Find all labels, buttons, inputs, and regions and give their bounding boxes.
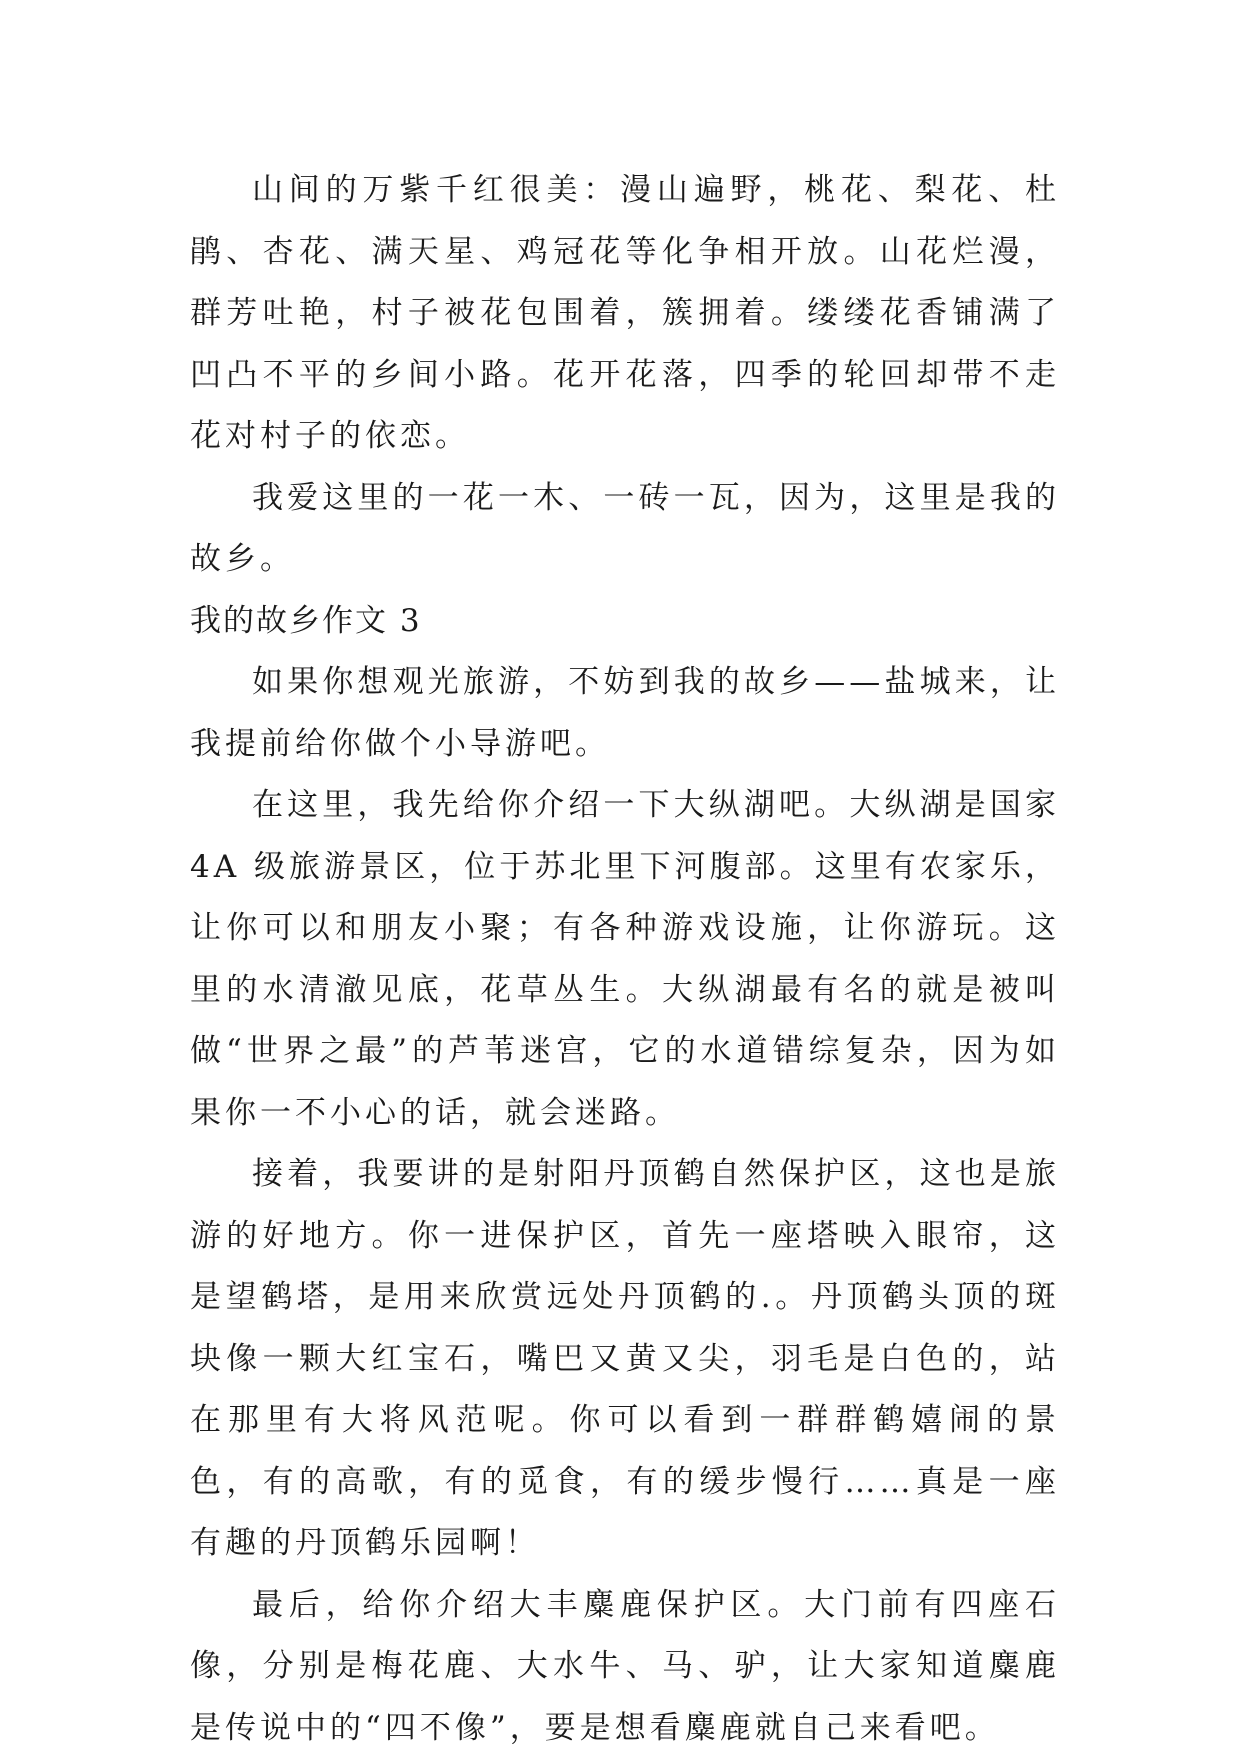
essay-heading: 我的故乡作文 3 xyxy=(190,591,1060,653)
paragraph-dazong-lake: 在这里，我先给你介绍一下大纵湖吧。大纵湖是国家 4A 级旅游景区，位于苏北里下河腹部。这里有农家乐，让你可以和朋友小聚；有各种游戏设施，让你游玩。这里的水清澈见底，花草丛生。大纵湖最有名的就是被叫做“世界之最”的芦苇迷宫，它的水道错综复杂，因为如果你一不小心的话，就会迷路。 xyxy=(190,775,1060,1144)
paragraph-intro-yancheng: 如果你想观光旅游，不妨到我的故乡——盐城来，让我提前给你做个小导游吧。 xyxy=(190,652,1060,775)
paragraph-mountain-flowers: 山间的万紫千红很美：漫山遍野，桃花、梨花、杜鹃、杏花、满天星、鸡冠花等化争相开放。山花烂漫，群芳吐艳，村子被花包围着，簇拥着。缕缕花香铺满了凹凸不平的乡间小路。花开花落，四季的轮回却带不走花对村子的依恋。 xyxy=(190,160,1060,468)
paragraph-elk-reserve: 最后，给你介绍大丰麋鹿保护区。大门前有四座石像，分别是梅花鹿、大水牛、马、驴，让大家知道麋鹿是传说中的“四不像”，要是想看麋鹿就自己来看吧。 xyxy=(190,1575,1060,1759)
document-body xyxy=(190,160,1060,1759)
paragraph-crane-reserve: 接着，我要讲的是射阳丹顶鹤自然保护区，这也是旅游的好地方。你一进保护区，首先一座塔映入眼帘，这是望鹤塔，是用来欣赏远处丹顶鹤的.。丹顶鹤头顶的斑块像一颗大红宝石，嘴巴又黄又尖，羽毛是白色的，站在那里有大将风范呢。你可以看到一群群鹤嬉闹的景色，有的高歌，有的觅食，有的缓步慢行……真是一座有趣的丹顶鹤乐园啊！ xyxy=(190,1144,1060,1575)
paragraph-love-hometown: 我爱这里的一花一木、一砖一瓦，因为，这里是我的故乡。 xyxy=(190,468,1060,591)
